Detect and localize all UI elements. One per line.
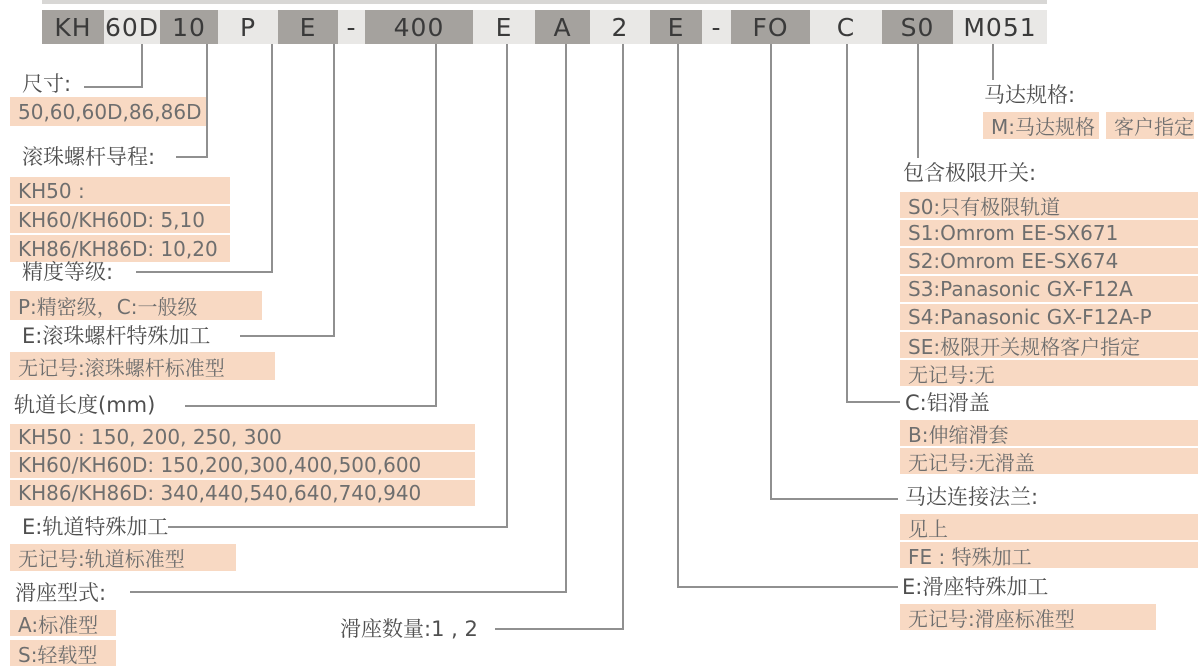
model-code-segment-e2: E	[473, 10, 535, 44]
limit-switch-option: S0:只有极限轨道	[900, 192, 1198, 218]
rail-special-option: 无记号:轨道标准型	[10, 544, 236, 571]
limit-switch-option: S4:Panasonic GX-F12A-P	[900, 304, 1198, 330]
model-code-segment-m051: M051	[953, 10, 1047, 44]
limit-switch-option: S1:Omrom EE-SX671	[900, 220, 1198, 246]
rail-length-option: KH50 : 150, 200, 250, 300	[10, 424, 475, 450]
accuracy-option: P:精密级，C:一般级	[10, 291, 262, 320]
screw-special-label: E:滚珠螺杆特殊加工	[22, 324, 211, 348]
leader-flange-vertical	[770, 44, 772, 499]
screw-special-option: 无记号:滚珠螺杆标准型	[10, 352, 275, 380]
model-code-segment-dash2: -	[702, 10, 731, 44]
model-code-segment-10: 10	[160, 10, 218, 44]
leader-slider-special-horizontal	[677, 586, 898, 588]
slider-type-label: 滑座型式:	[15, 581, 107, 605]
leader-rail-length-vertical	[435, 44, 437, 406]
leader-flange-horizontal	[770, 498, 898, 500]
cover-option: B:伸缩滑套	[900, 420, 1198, 446]
slider-special-label: E:滑座特殊加工	[902, 575, 1049, 599]
leader-slider-special-vertical	[677, 44, 679, 587]
limit-switch-label: 包含极限开关:	[903, 161, 1037, 185]
motor-spec-option: 客户指定	[1106, 112, 1194, 139]
motor-spec-label: 马达规格:	[984, 83, 1076, 107]
leader-lead-vertical	[206, 44, 208, 157]
model-code-segment-s0: S0	[882, 10, 953, 44]
rail-length-option: KH86/KH86D: 340,440,540,640,740,940	[10, 480, 475, 506]
leader-cover-vertical	[846, 44, 848, 402]
rail-length-option: KH60/KH60D: 150,200,300,400,500,600	[10, 452, 475, 478]
leader-cover-horizontal	[846, 401, 900, 403]
leader-slider-count-horizontal	[495, 628, 624, 630]
leader-size-vertical	[141, 44, 143, 87]
leader-limit-switch-vertical	[917, 44, 919, 158]
accuracy-label: 精度等级:	[22, 260, 114, 284]
leader-lead-horizontal	[176, 156, 208, 158]
slider-type-option: S:轻载型	[10, 640, 116, 666]
lead-option: KH60/KH60D: 5,10	[10, 206, 230, 233]
size-label: 尺寸:	[22, 72, 72, 96]
lead-option: KH86/KH86D: 10,20	[10, 235, 230, 262]
leader-screw-special-vertical	[333, 44, 335, 336]
cover-option: 无记号:无滑盖	[900, 448, 1198, 474]
model-code-segment-kh: KH	[42, 10, 104, 44]
model-code-segment-e1: E	[278, 10, 338, 44]
top-crop-strip	[42, 0, 1047, 4]
leader-slider-count-vertical	[622, 44, 624, 629]
model-code-segment-p: P	[218, 10, 278, 44]
limit-switch-option: SE:极限开关规格客户指定	[900, 332, 1198, 358]
leader-accuracy-horizontal	[136, 271, 273, 273]
flange-label: 马达连接法兰:	[905, 485, 1039, 509]
leader-screw-special-horizontal	[240, 335, 335, 337]
slider-type-option: A:标准型	[10, 610, 116, 636]
model-code-segment-a: A	[535, 10, 590, 44]
leader-slider-type-horizontal	[130, 591, 567, 593]
cover-label: C:铝滑盖	[905, 391, 990, 415]
slider-special-option: 无记号:滑座标准型	[900, 604, 1156, 630]
leader-size-horizontal	[84, 86, 143, 88]
model-code-segment-e3: E	[650, 10, 702, 44]
flange-option: FE : 特殊加工	[900, 542, 1198, 568]
leader-motor-spec-vertical	[992, 44, 994, 80]
lead-label: 滚珠螺杆导程:	[22, 145, 156, 169]
limit-switch-option: S3:Panasonic GX-F12A	[900, 276, 1198, 302]
model-code-segment-400: 400	[365, 10, 473, 44]
flange-option: 见上	[900, 514, 1198, 540]
leader-rail-length-horizontal	[185, 405, 437, 407]
rail-length-label: 轨道长度(mm)	[14, 393, 156, 417]
lead-option: KH50 :	[10, 177, 230, 204]
leader-slider-type-vertical	[565, 44, 567, 592]
model-code-segment-dash1: -	[338, 10, 365, 44]
limit-switch-option: 无记号:无	[900, 360, 1198, 386]
size-option: 50,60,60D,86,86D	[10, 97, 206, 126]
model-code-segment-2: 2	[590, 10, 650, 44]
model-code-segment-60d: 60D	[104, 10, 160, 44]
leader-accuracy-vertical	[271, 44, 273, 272]
limit-switch-option: S2:Omrom EE-SX674	[900, 248, 1198, 274]
leader-rail-special-horizontal	[168, 526, 508, 528]
rail-special-label: E:轨道特殊加工	[22, 515, 169, 539]
slider-count-label: 滑座数量:1 , 2	[340, 617, 478, 641]
motor-spec-option: M:马达规格	[983, 112, 1099, 139]
model-code-segment-c: C	[810, 10, 882, 44]
model-code-segment-fo: FO	[731, 10, 810, 44]
leader-rail-special-vertical	[506, 44, 508, 527]
